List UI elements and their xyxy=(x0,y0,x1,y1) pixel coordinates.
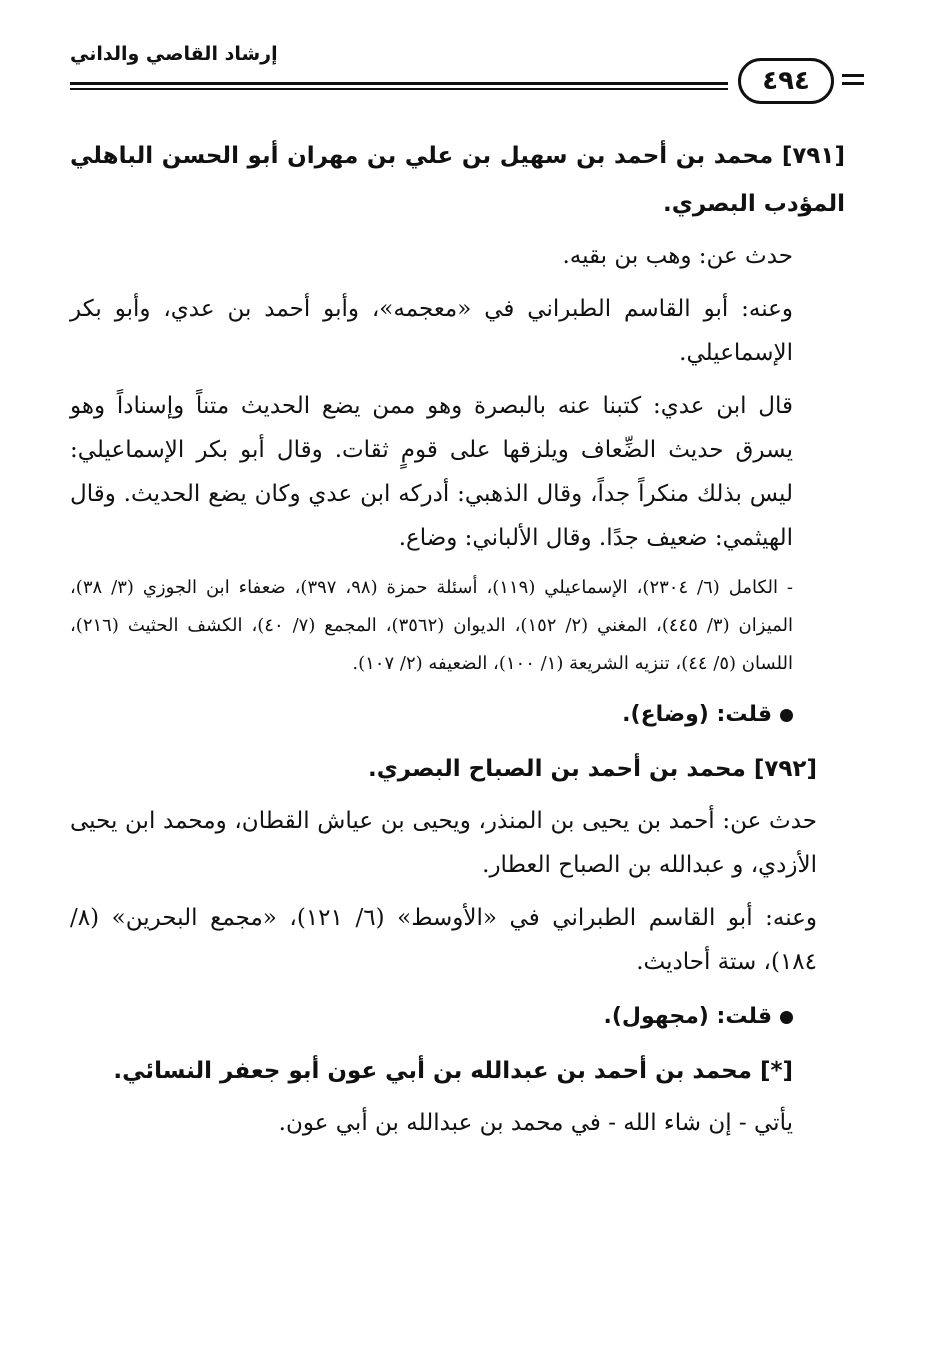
badge-rule-bottom xyxy=(842,82,864,85)
header-rule-thin xyxy=(70,88,728,90)
entry-heading: [٧٩١] محمد بن أحمد بن سهيل بن علي بن مهران أبو الحسن الباهلي المؤدب البصري. xyxy=(70,143,845,217)
narrated-from: حدث عن: أحمد بن يحيى بن المنذر، ويحيى بن عياش القطان، ومحمد ابن يحيى الأزدي، و عبدالله بن الصباح العطار. xyxy=(70,808,817,878)
narrated-by: وعنه: أبو القاسم الطبراني في «معجمه»، وأبو أحمد بن عدي، وأبو بكر الإسماعيلي. xyxy=(70,296,793,366)
narrated-by: وعنه: أبو القاسم الطبراني في «الأوسط» (٦/ ١٢١)، «مجمع البحرين» (٨/ ١٨٤)، ستة أحاديث. xyxy=(70,905,818,975)
verdict xyxy=(70,691,845,739)
verdict xyxy=(70,993,845,1041)
bullet-icon xyxy=(780,709,793,722)
verdict-text: قلت: (وضاع). xyxy=(622,702,772,727)
header-rule-thick xyxy=(70,82,728,85)
bullet-icon xyxy=(780,1011,793,1024)
badge-rule-top xyxy=(842,74,864,77)
page-number-badge xyxy=(738,58,834,104)
verdict-text: قلت: (مجهول). xyxy=(603,1004,772,1029)
page-header xyxy=(70,30,860,110)
cross-reference-note: يأتي - إن شاء الله - في محمد بن عبدالله بن أبي عون. xyxy=(278,1110,793,1136)
critics-statement: قال ابن عدي: كتبنا عنه بالبصرة وهو ممن يضع الحديث متناً وإسناداً وهو يسرق حديث الضِّعاف ويلزقها على قومٍ ثقات. وقال أبو بكر الإسماعيلي: ليس بذلك منكراً جداً، وقال الذهبي: أدركه ابن عدي وكان يضع الحديث. وقال الهيثمي: ضعيف جدًا. وقال الألباني: وضاع. xyxy=(70,393,793,551)
book-title: إرشاد القاصي والداني xyxy=(70,43,278,65)
sources-list: - الكامل (٦/ ٢٣٠٤)، الإسماعيلي (١١٩)، أسئلة حمزة (٩٨، ٣٩٧)، ضعفاء ابن الجوزي (٣/ ٣٨)، الميزان (٣/ ٤٤٥)، المغني (٢/ ١٥٢)، الديوان (٣٥٦٢)، المجمع (٧/ ٤٠)، الكشف الحثيث (٢١٦)، اللسان (٥/ ٤٤)، تنزيه الشريعة (١/ ١٠٠)، الضعيفه (٢/ ١٠٧). xyxy=(70,577,794,674)
entry-heading: [٧٩٢] محمد بن أحمد بن الصباح البصري. xyxy=(367,756,817,782)
narrated-from: حدث عن: وهب بن بقيه. xyxy=(562,243,793,269)
entry-heading: [*] محمد بن أحمد بن عبدالله بن أبي عون أبو جعفر النسائي. xyxy=(113,1058,793,1084)
page-content xyxy=(70,132,845,1154)
page-number: ٤٩٤ xyxy=(762,66,810,96)
